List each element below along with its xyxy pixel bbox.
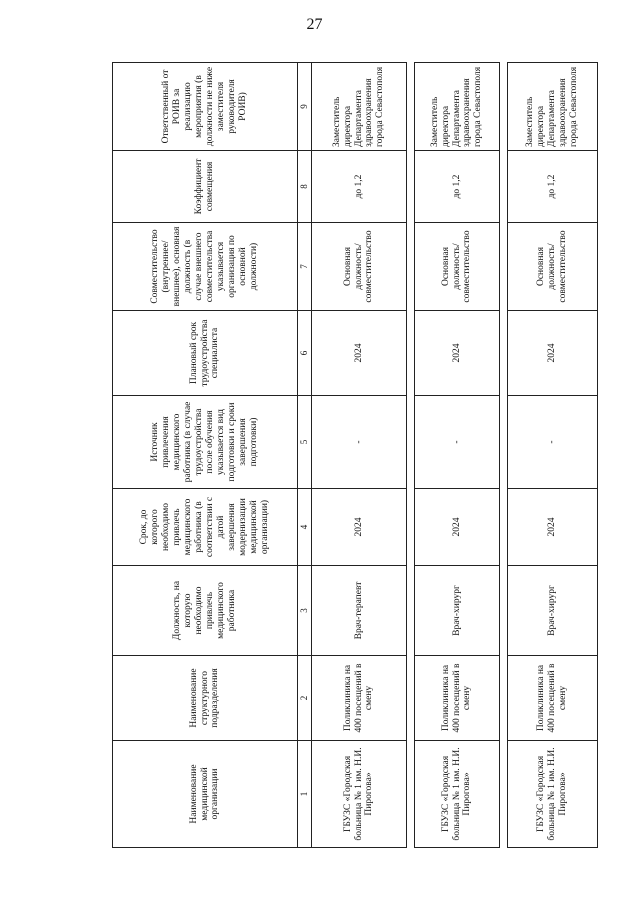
- source-cell: -: [508, 396, 598, 489]
- table-row: [508, 63, 598, 848]
- row-gap: [407, 63, 415, 848]
- position-cell: Врач-хирург: [415, 566, 500, 656]
- position-cell: Врач-хирург: [508, 566, 598, 656]
- column-number: 1: [298, 741, 312, 848]
- table-header-row: [113, 63, 298, 848]
- column-number: 3: [298, 566, 312, 656]
- column-number: 5: [298, 396, 312, 489]
- header-cell: Должность, на которую необходимо привлечь медицинского работника: [113, 566, 298, 656]
- planned-cell: 2024: [415, 311, 500, 396]
- source-cell: -: [415, 396, 500, 489]
- column-number: 4: [298, 489, 312, 566]
- header-cell: Плановый срок трудоустройства специалиста: [113, 311, 298, 396]
- header-cell: Наименование структурного подразделения: [113, 656, 298, 741]
- row-gap: [500, 63, 508, 848]
- org-cell: ГБУЗС «Городская больница № 1 им. Н.И. Пирогова»: [508, 741, 598, 848]
- coefficient-cell: до 1,2: [312, 151, 407, 223]
- column-number: 2: [298, 656, 312, 741]
- unit-cell: Поликлиника на 400 посещений в смену: [508, 656, 598, 741]
- header-cell: Источник привлечения медицинского работника (в случае трудоустройства после обучения указывается вид подготовки и сроки завершения подготовки): [113, 396, 298, 489]
- page-number: 27: [306, 16, 323, 33]
- responsible-cell: Заместитель директора Департамента здравоохранения города Севастополя: [312, 63, 407, 151]
- org-cell: ГБУЗС «Городская больница № 1 им. Н.И. Пирогова»: [312, 741, 407, 848]
- source-cell: -: [312, 396, 407, 489]
- combination-cell: Основная должность/ совместительство: [415, 223, 500, 311]
- unit-cell: Поликлиника на 400 посещений в смену: [415, 656, 500, 741]
- staffing-table: [112, 62, 598, 848]
- header-cell: Наименование медицинской организации: [113, 741, 298, 848]
- planned-cell: 2024: [312, 311, 407, 396]
- combination-cell: Основная должность/ совместительство: [508, 223, 598, 311]
- org-cell: ГБУЗС «Городская больница № 1 им. Н.И. Пирогова»: [415, 741, 500, 848]
- deadline-cell: 2024: [312, 489, 407, 566]
- coefficient-cell: до 1,2: [508, 151, 598, 223]
- column-numbers-row: [298, 63, 312, 848]
- table-row: [415, 63, 500, 848]
- responsible-cell: Заместитель директора Департамента здравоохранения города Севастополя: [415, 63, 500, 151]
- combination-cell: Основная должность/ совместительство: [312, 223, 407, 311]
- responsible-cell: Заместитель директора Департамента здравоохранения города Севастополя: [508, 63, 598, 151]
- deadline-cell: 2024: [508, 489, 598, 566]
- deadline-cell: 2024: [415, 489, 500, 566]
- planned-cell: 2024: [508, 311, 598, 396]
- column-number: 6: [298, 311, 312, 396]
- column-number: 9: [298, 63, 312, 151]
- table-row: [312, 63, 407, 848]
- unit-cell: Поликлиника на 400 посещений в смену: [312, 656, 407, 741]
- row-divider: [500, 63, 508, 848]
- header-cell: Срок, до которого необходимо привлечь медицинского работника (в соответствии с датой завершения модернизации медицинской организации): [113, 489, 298, 566]
- position-cell: Врач-терапевт: [312, 566, 407, 656]
- row-divider: [407, 63, 415, 848]
- header-cell: Ответственный от РОИВ за реализацию мероприятия (в должности не ниже заместителя руководителя РОИВ): [113, 63, 298, 151]
- column-number: 8: [298, 151, 312, 223]
- header-cell: Коэффициент совмещения: [113, 151, 298, 223]
- coefficient-cell: до 1,2: [415, 151, 500, 223]
- column-number: 7: [298, 223, 312, 311]
- header-cell: Совместительство (внутреннее/внешнее), основная должность (в случае внешнего совместительства указывается организация по основной должности): [113, 223, 298, 311]
- rotated-table-container: [112, 63, 597, 848]
